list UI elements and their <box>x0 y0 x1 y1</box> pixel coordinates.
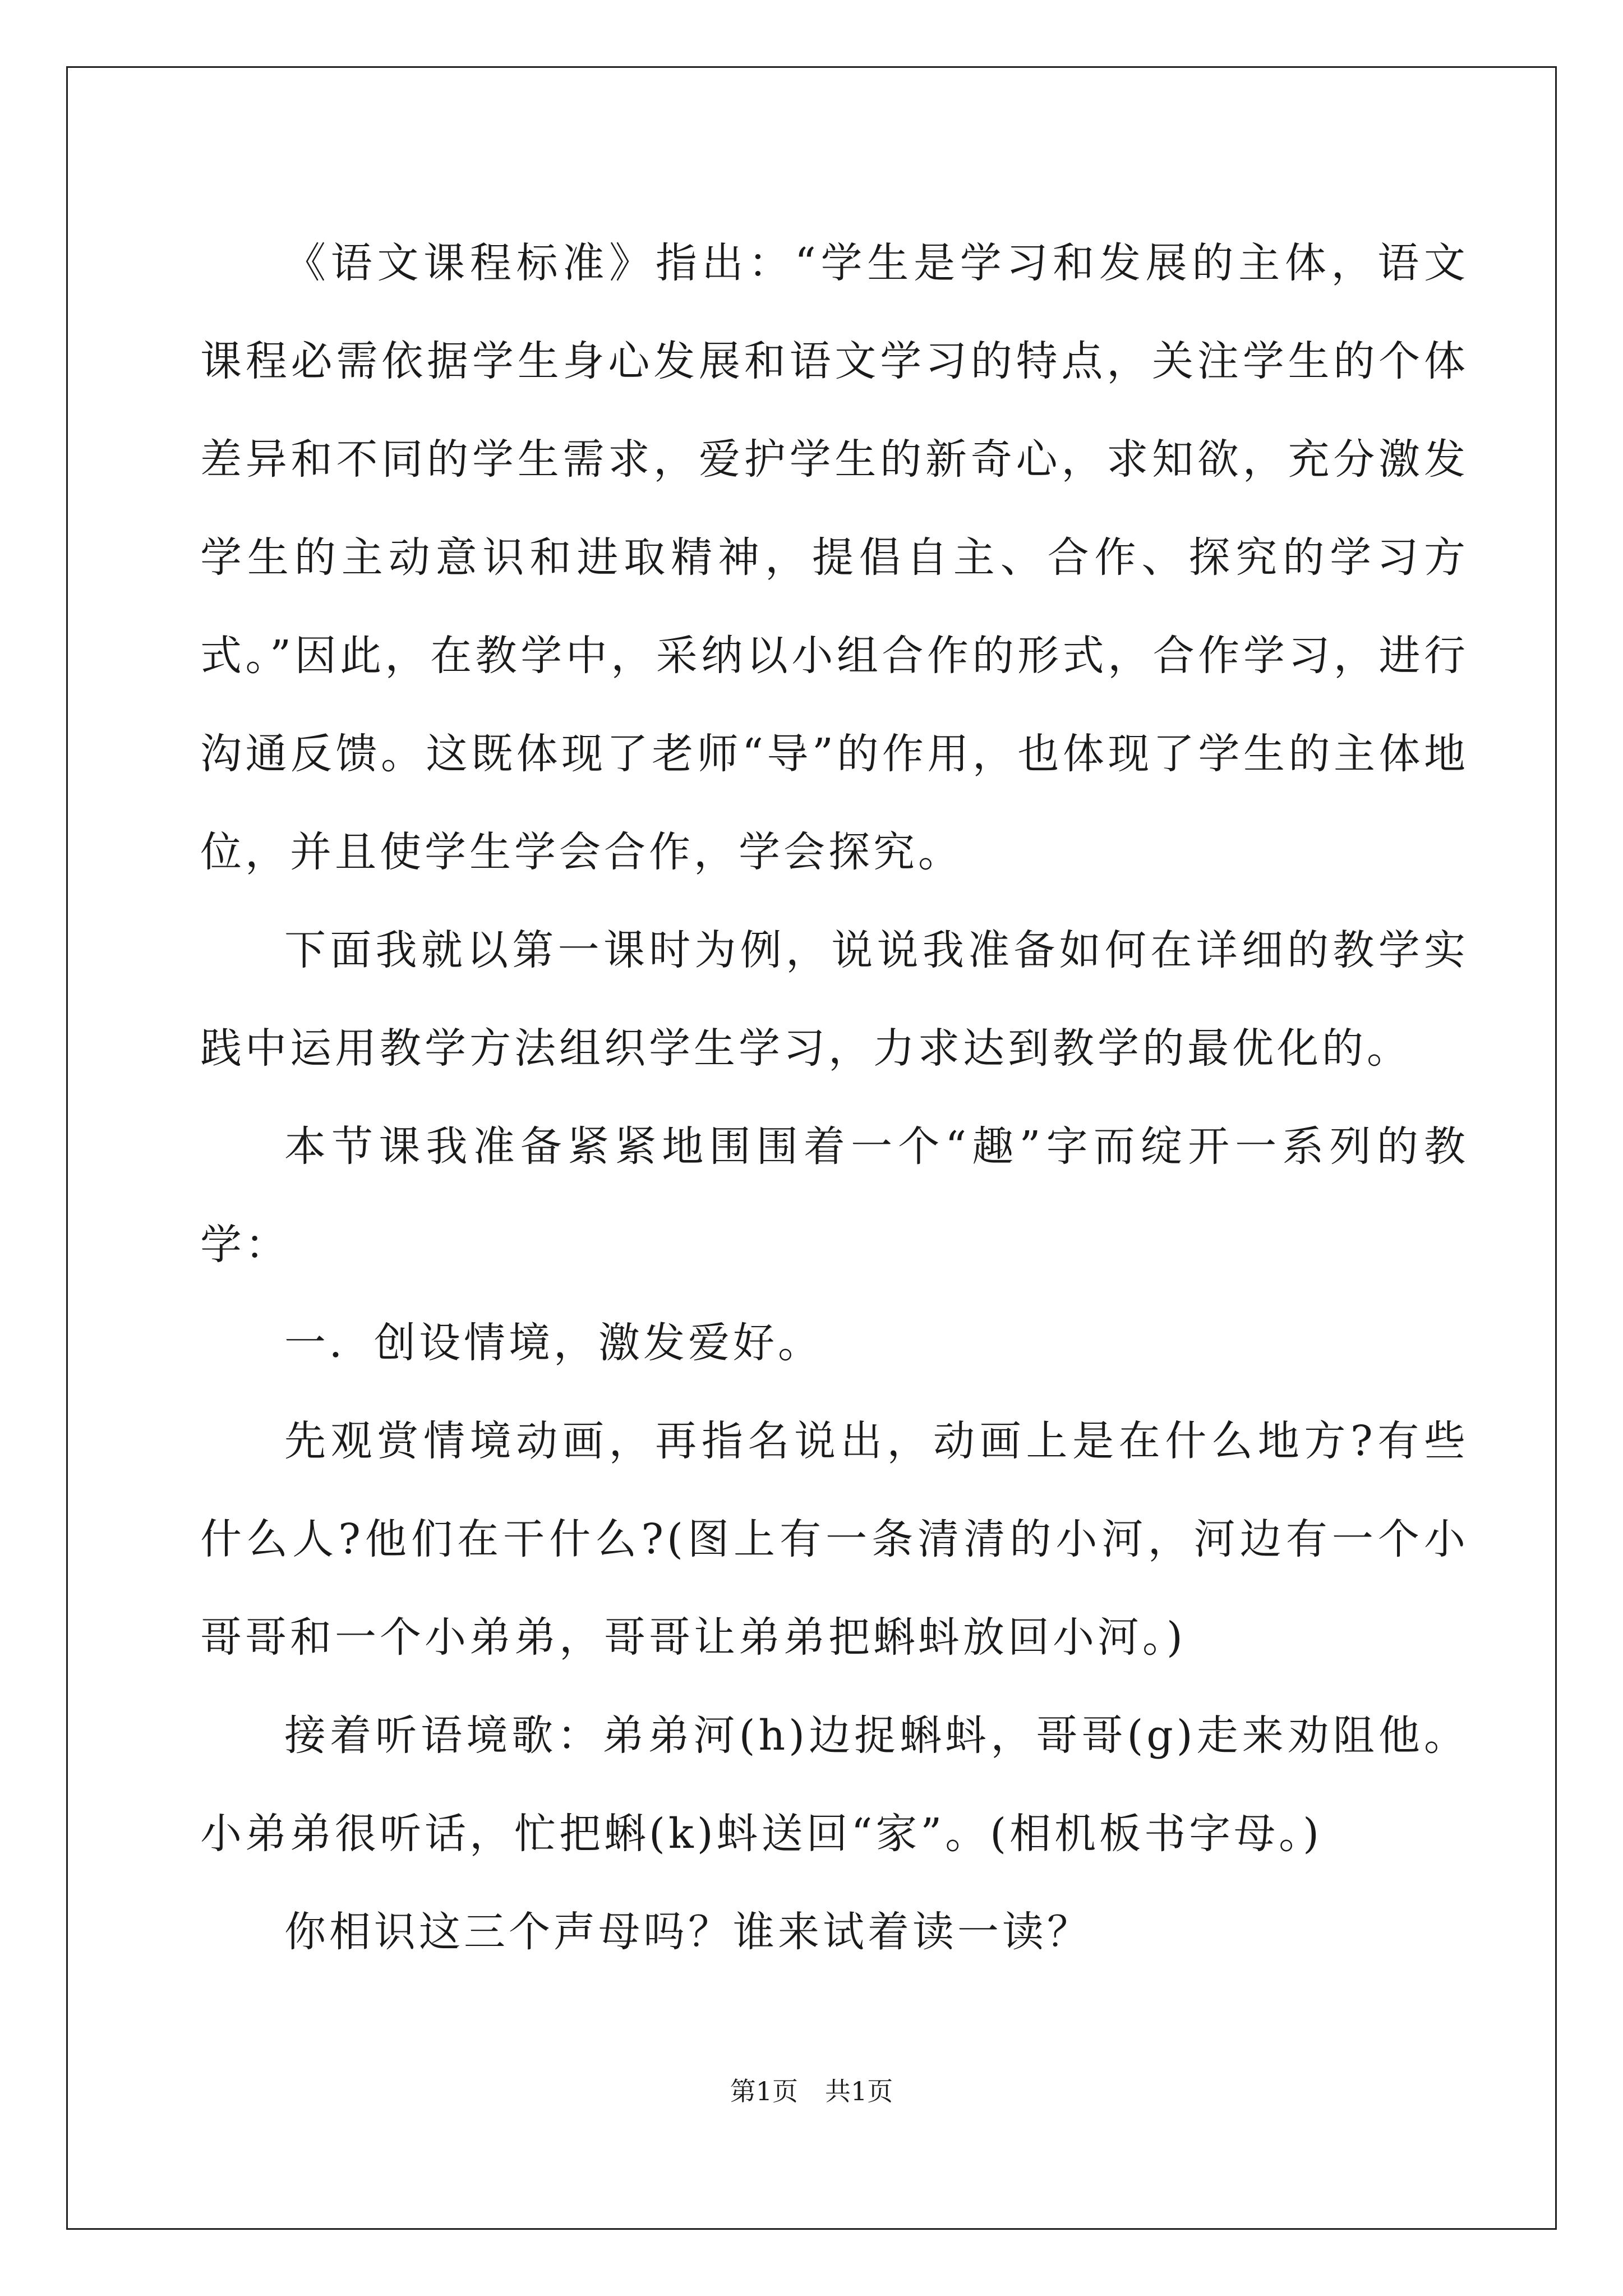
page-number: 第1页 <box>730 2076 798 2106</box>
page-total: 共1页 <box>825 2076 893 2106</box>
section-heading: 一．创设情境，激发爱好。 <box>284 1319 823 1367</box>
paragraph-3: 本节课我准备紧紧地围围着一个“趣”字而绽开一系列的教学： <box>200 1122 1469 1269</box>
paragraph-4: 先观赏情境动画，再指名说出，动画上是在什么地方?有些什么人?他们在干什么?(图上有一条清清的小河，河边有一个小哥哥和一个小弟弟，哥哥让弟弟把蝌蚪放回小河。) <box>200 1417 1469 1662</box>
paragraph-2: 下面我就以第一课时为例，说说我准备如何在详细的教学实践中运用教学方法组织学生学习，力求达到教学的最优化的。 <box>200 926 1469 1073</box>
paragraph-6: 你相识这三个声母吗？谁来试着读一读？ <box>284 1908 1092 1956</box>
document-body <box>200 214 1469 1981</box>
page-footer <box>0 2074 1623 2108</box>
paragraph-5: 接着听语境歌：弟弟河(h)边捉蝌蚪，哥哥(g)走来劝阻他。小弟弟很听话，忙把蝌(k)蚪送回“家”。(相机板书字母。) <box>200 1711 1469 1858</box>
paragraph-1: 《语文课程标准》指出：“学生是学习和发展的主体，语文课程必需依据学生身心发展和语文学习的特点，关注学生的个体差异和不同的学生需求，爱护学生的新奇心，求知欲，充分激发学生的主动意识和进取精神，提倡自主、合作、探究的学习方式。”因此，在教学中，采纳以小组合作的形式，合作学习，进行沟通反馈。这既体现了老师“导”的作用，也体现了学生的主体地位，并且使学生学会合作，学会探究。 <box>200 239 1469 876</box>
